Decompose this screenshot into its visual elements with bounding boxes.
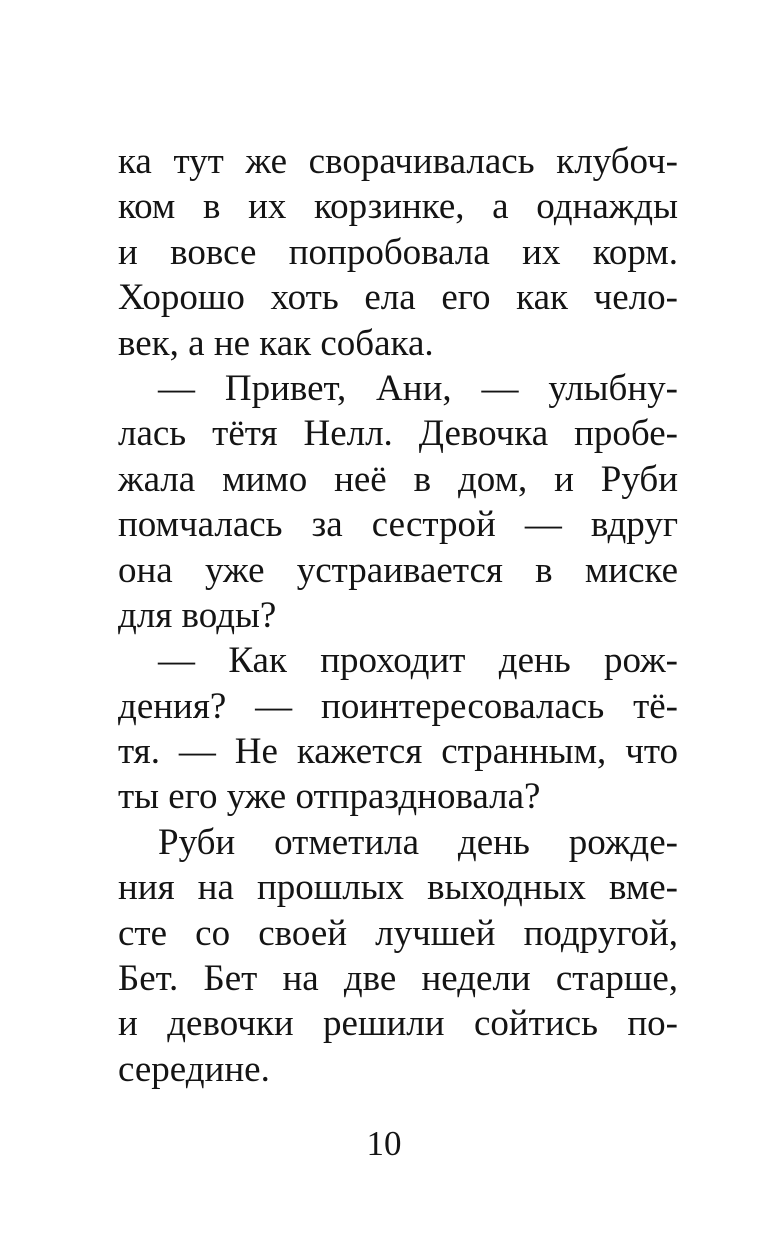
text-line: жала мимо неё в дом, и Руби: [118, 458, 678, 500]
text-line: середине.: [118, 1048, 270, 1090]
text-line: Руби отметила день рожде-: [158, 821, 678, 863]
text-line: для воды?: [118, 594, 277, 636]
body-text: [118, 139, 678, 1092]
text-line: Бет. Бет на две недели старше,: [118, 958, 678, 1000]
text-line: Хорошо хоть ела его как чело-: [118, 277, 678, 319]
text-line: ты его уже отпраздновала?: [118, 776, 541, 818]
text-line: ния на прошлых выходных вме-: [118, 867, 678, 909]
text-line: тя. — Не кажется странным, что: [118, 731, 678, 773]
text-line: помчалась за сестрой — вдруг: [118, 504, 678, 546]
text-line: дения? — поинтересовалась тё-: [118, 685, 678, 727]
text-line: ком в их корзинке, а однажды: [118, 186, 678, 228]
text-line: век, а не как собака.: [118, 322, 434, 364]
text-line: — Как проходит день рож-: [158, 640, 678, 682]
text-line: она уже устраивается в миске: [118, 549, 678, 591]
text-line: ка тут же сворачивалась клубоч-: [118, 141, 678, 182]
text-line: — Привет, Ани, — улыбну-: [158, 367, 678, 409]
text-line: и девочки решили сойтись по-: [118, 1003, 678, 1045]
text-line: и вовсе попробовала их корм.: [118, 231, 678, 273]
text-line: сте со своей лучшей подругой,: [118, 912, 678, 954]
text-line: лась тётя Нелл. Девочка пробе-: [118, 413, 678, 455]
page-number: 10: [366, 1124, 402, 1163]
